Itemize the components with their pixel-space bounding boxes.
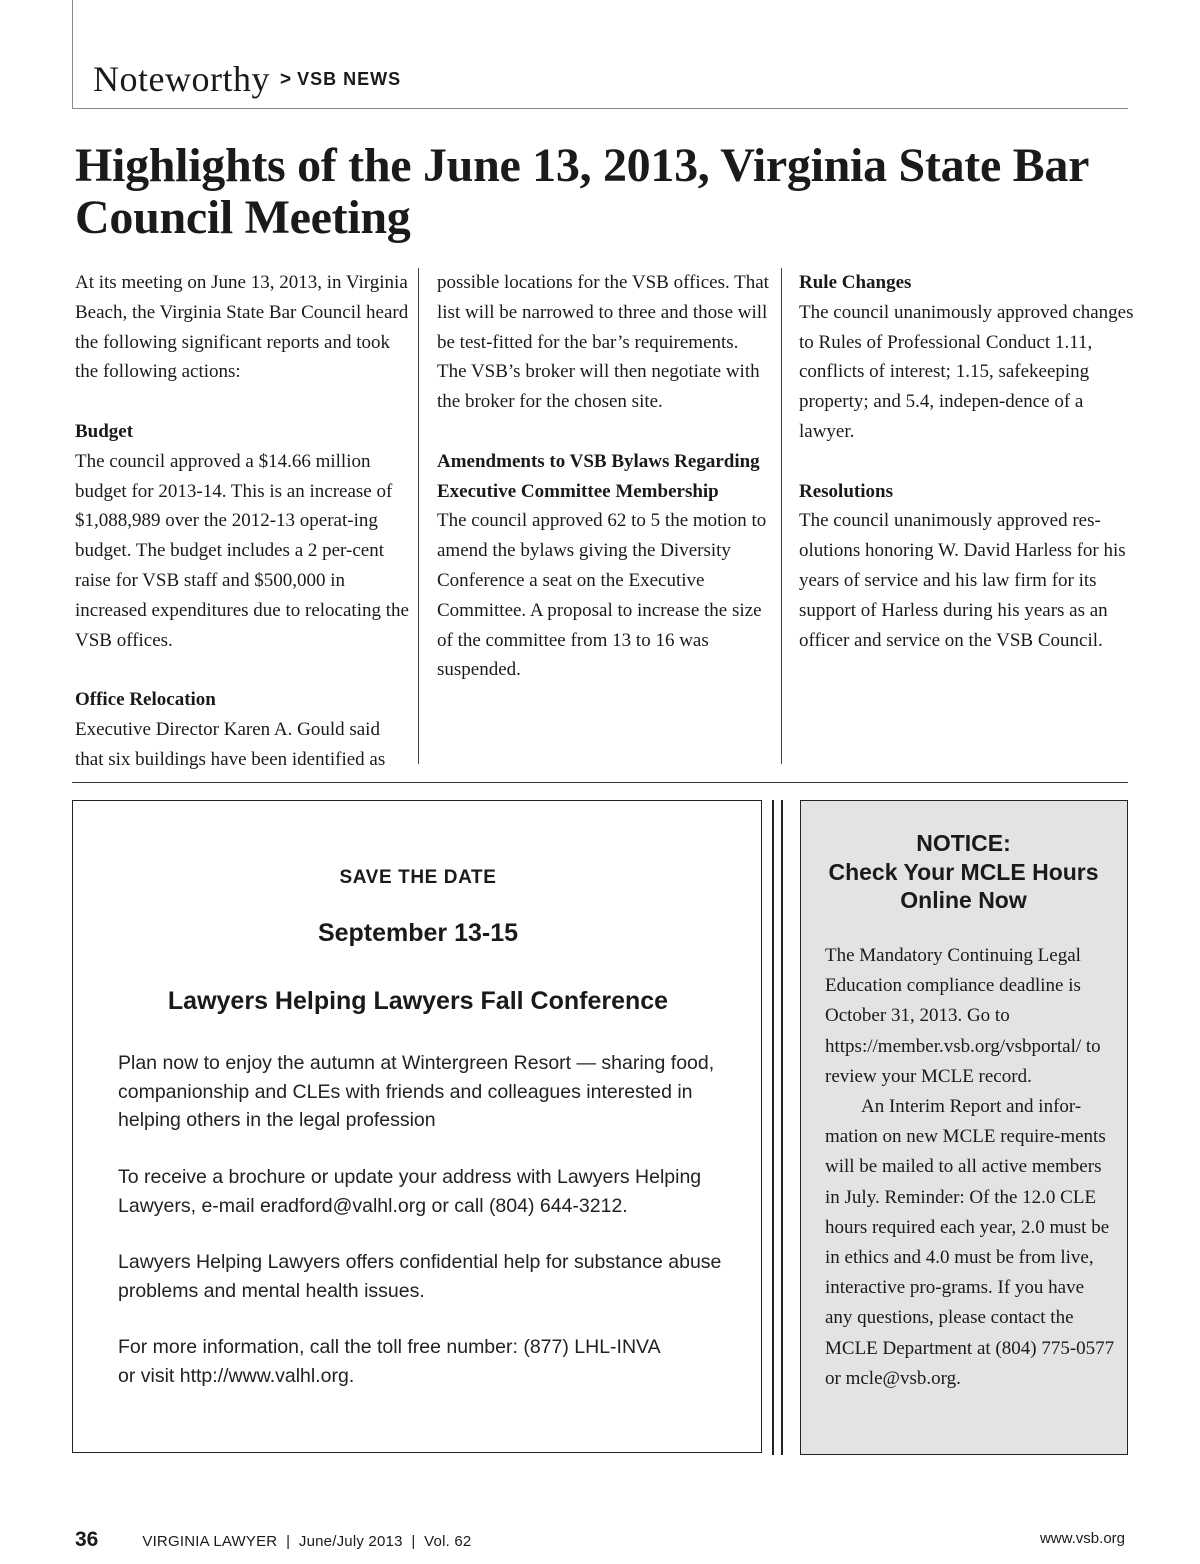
header-vertical-rule [72, 0, 73, 108]
article-column-3 [799, 268, 1134, 655]
mcle-notice-box [800, 800, 1128, 1455]
header-horizontal-rule [72, 108, 1128, 109]
office-relocation-text-continued: possible locations for the VSB offices. That list will be narrowed to three and those will be test-fitted for the bar’s requirements. The VSB’s broker will then negotiate with the broker for the chosen site. [437, 272, 769, 413]
section-subsection: VSB NEWS [297, 69, 402, 89]
event-help-info: Lawyers Helping Lawyers offers confidential help for substance abuse problems and mental health issues. [118, 1251, 722, 1302]
office-relocation-heading: Office Relocation [75, 689, 216, 711]
column-divider [781, 268, 782, 764]
column-divider [418, 268, 419, 764]
event-more-info [118, 1333, 738, 1390]
office-relocation-text-start: Executive Director Karen A. Gould said that six buildings have been identified as [75, 718, 386, 770]
event-kicker: SAVE THE DATE [339, 867, 497, 888]
footer-url: www.vsb.org [1039, 1530, 1125, 1547]
magazine-info: VIRGINIA LAWYER | June/July 2013 | Vol. 62 [142, 1533, 472, 1550]
rule-changes-text: The council unanimously approved changes to Rules of Professional Conduct 1.11, conflicts of interest; 1.15, safekeeping property; and 5.4, indepen-dence of a lawyer. [799, 301, 1134, 442]
notice-deadline-text: The Mandatory Continuing Legal Education compliance deadline is October 31, 2013. Go to https://member.vsb.org/vsbportal/ to review your MCLE record. [825, 945, 1101, 1087]
section-rule [72, 782, 1128, 783]
event-contact-info: To receive a brochure or update your address with Lawyers Helping Lawyers, e-mail eradford@valhl.org or call (804) 644-3212. [118, 1166, 702, 1217]
article-intro: At its meeting on June 13, 2013, in Virginia Beach, the Virginia State Bar Council heard the following significant reports and took the following actions: [75, 272, 409, 383]
notice-body [825, 941, 1115, 1394]
save-the-date-box [72, 800, 762, 1453]
article-column-2 [437, 268, 772, 685]
notice-reminder-text: An Interim Report and infor-mation on new MCLE require-ments will be mailed to all active members in July. Reminder: Of the 12.0 CLE hours required each year, 2.0 must be in ethics and 4.0 must be from live, interactive pro-grams. If you have any questions, please contact the MCLE Department at (804) 775-0577 or mcle@vsb.org. [825, 1096, 1115, 1389]
notice-heading-line: NOTICE: [916, 830, 1011, 856]
event-phone-line: For more information, call the toll free number: (877) LHL-INVA [118, 1336, 661, 1358]
rule-changes-heading: Rule Changes [799, 272, 912, 293]
event-description: Plan now to enjoy the autumn at Wintergreen Resort — sharing food, companionship and CLEs with friends and colleagues interested in helping others in the legal profession [118, 1052, 715, 1131]
section-separator: > [279, 69, 292, 90]
box-divider [781, 800, 783, 1455]
section-name: Noteworthy [93, 59, 270, 99]
resolutions-text: The council unanimously approved res-olutions honoring W. David Harless for his years of service and his law firm for its support of Harless during his years as an officer and service on the VSB Council. [799, 510, 1126, 651]
notice-heading-line: Online Now [900, 887, 1027, 913]
budget-heading: Budget [75, 420, 134, 442]
page-number: 36 [75, 1528, 99, 1551]
page-footer [75, 1528, 471, 1552]
article-column-1 [75, 268, 410, 775]
bylaws-text: The council approved 62 to 5 the motion to amend the bylaws giving the Diversity Conference a seat on the Executive Committee. A proposal to increase the size of the committee from 13 to 16 was suspended. [437, 510, 767, 681]
budget-text: The council approved a $14.66 million budget for 2013-14. This is an increase of $1,088,989 over the 2012-13 operat-ing budget. The budget includes a 2 per-cent raise for VSB staff and $500,000 in increased expenditures due to relocating the VSB offices. [75, 450, 409, 651]
section-header [93, 58, 401, 100]
notice-heading-line: Check Your MCLE Hours [828, 858, 1099, 885]
article-title: Highlights of the June 13, 2013, Virginia State Bar Council Meeting [75, 139, 1089, 244]
notice-heading [801, 829, 1126, 915]
event-title: Lawyers Helping Lawyers Fall Conference [167, 987, 669, 1015]
resolutions-heading: Resolutions [799, 480, 893, 502]
box-divider [772, 800, 774, 1455]
bylaws-heading: Amendments to VSB Bylaws Regarding Executive Committee Membership [437, 450, 760, 502]
event-date: September 13-15 [317, 919, 519, 947]
event-website-line: or visit http://www.valhl.org. [118, 1364, 355, 1387]
